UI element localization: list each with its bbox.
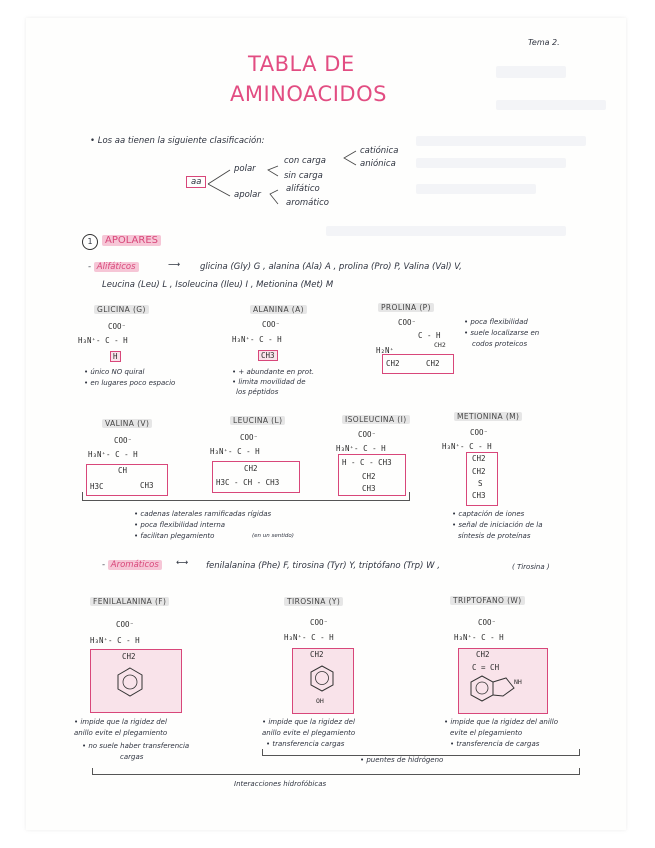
- bleed-through: [326, 226, 566, 236]
- prolina-note: • poca flexibilidad: [464, 318, 528, 326]
- isoleucina-ch3: CH3: [362, 484, 376, 493]
- fenilalanina-note: anillo evite el plegamiento: [74, 729, 168, 737]
- isoleucina-coo: COO⁻: [358, 430, 377, 439]
- interacciones-bracket: [92, 774, 580, 775]
- triptofano-cch: C = CH: [472, 663, 500, 672]
- prolina-coo: COO⁻: [398, 318, 417, 327]
- con-carga-label: con carga: [284, 156, 326, 166]
- tirosina-name: TIROSINA (Y): [284, 597, 343, 606]
- prolina-ch2: CH2: [426, 359, 440, 368]
- alanina-note: • + abundante en prot.: [232, 368, 315, 376]
- triptofano-ch2: CH2: [476, 650, 490, 659]
- valina-h3c: H3C: [90, 482, 104, 491]
- alanina-main: H₃N⁺- C - H: [232, 335, 282, 344]
- metionina-ch3: CH3: [472, 491, 486, 500]
- fenilalanina-note: • impide que la rigidez del: [74, 718, 167, 726]
- prolina-note: codos proteicos: [472, 340, 528, 348]
- leucina-coo: COO⁻: [240, 433, 259, 442]
- glicina-side-chain: H: [110, 351, 121, 362]
- leucina-ch2: CH2: [244, 464, 258, 473]
- tirosina-note: • impide que la rigidez del: [262, 718, 355, 726]
- alanina-side-chain: CH3: [258, 350, 278, 361]
- aromaticos-arrow: ⟷: [176, 558, 189, 568]
- triptofano-note: • transferencia de cargas: [450, 740, 540, 748]
- apolar-label: apolar: [234, 190, 261, 200]
- isoleucina-name: ISOLEUCINA (I): [342, 415, 410, 424]
- classification-brackets: [26, 18, 626, 218]
- alanina-coo: COO⁻: [262, 320, 281, 329]
- interacciones-label: Interacciones hidrofóbicas: [234, 780, 327, 788]
- leucina-name: LEUCINA (L): [230, 416, 285, 425]
- page-title-line1: TABLA DE: [248, 52, 355, 76]
- isoleucina-main: H₃N⁺- C - H: [336, 444, 386, 453]
- prolina-ch: C - H: [418, 331, 441, 340]
- valina-ch3: CH3: [140, 481, 154, 490]
- alifaticos-list-2: Leucina (Leu) L , Isoleucina (Ileu) I , Metionina (Met) M: [102, 280, 334, 290]
- tirosina-ch2: CH2: [310, 650, 324, 659]
- group-bracket: [82, 500, 410, 501]
- puentes-bracket-end: [262, 749, 263, 756]
- notebook-page: [26, 18, 626, 830]
- metionina-ch2: CH2: [472, 467, 486, 476]
- prolina-ch2: CH2: [386, 359, 400, 368]
- intro-text: • Los aa tienen la siguiente clasificación:: [90, 136, 265, 146]
- triptofano-note: • impide que la rigidez del anillo: [444, 718, 558, 726]
- triptofano-nh: NH: [514, 678, 522, 686]
- valina-coo: COO⁻: [114, 436, 133, 445]
- metionina-coo: COO⁻: [470, 428, 489, 437]
- alifaticos-list-1: glicina (Gly) G , alanina (Ala) A , prolina (Pro) P, Valina (Val) V,: [200, 262, 462, 272]
- leucina-side: H3C - CH - CH3: [216, 478, 280, 487]
- section-title: APOLARES: [102, 235, 161, 246]
- aromaticos-line: - Aromáticos: [102, 560, 162, 570]
- tirosina-coo: COO⁻: [310, 618, 329, 627]
- metionina-main: H₃N⁺- C - H: [442, 442, 492, 451]
- alanina-note: • limita movilidad de: [232, 378, 306, 386]
- glicina-note: • en lugares poco espacio: [84, 379, 176, 387]
- group-bracket-end: [409, 492, 410, 501]
- alifaticos-arrow: ⟶: [168, 260, 181, 270]
- alifaticos-line: - Alifáticos: [88, 262, 139, 272]
- triptofano-note: evite el plegamiento: [450, 729, 523, 737]
- sin-carga-label: sin carga: [284, 171, 323, 181]
- fenilalanina-side-box: [90, 649, 182, 713]
- group-note: • poca flexibilidad interna: [134, 521, 226, 529]
- triptofano-ring-icon: [26, 18, 36, 28]
- aromaticos-extra: ( Tirosina ): [512, 563, 550, 571]
- triptofano-side-box: [458, 648, 548, 714]
- alanina-note: los péptidos: [236, 388, 279, 396]
- triptofano-coo: COO⁻: [478, 618, 497, 627]
- isoleucina-r1: H - C - CH3: [342, 458, 392, 467]
- prolina-h2n: H₂N⁺: [376, 346, 395, 355]
- triptofano-name: TRIPTOFANO (W): [450, 596, 525, 605]
- aromatico-label: aromático: [286, 198, 329, 208]
- metionina-ch2: CH2: [472, 454, 486, 463]
- group-note: • cadenas laterales ramificadas rígidas: [134, 510, 272, 518]
- tirosina-note: • transferencia cargas: [266, 740, 345, 748]
- prolina-note: • suele localizarse en: [464, 329, 540, 337]
- polar-label: polar: [234, 164, 256, 174]
- puentes-bracket-end: [579, 749, 580, 756]
- prolina-ch2: CH2: [434, 341, 446, 349]
- group-bracket-end: [82, 492, 83, 501]
- fenilalanina-note: cargas: [120, 753, 144, 761]
- alifatico-label: alifático: [286, 184, 320, 194]
- metionina-note: • captación de iones: [452, 510, 525, 518]
- metionina-name: METIONINA (M): [454, 412, 522, 421]
- metionina-s: S: [478, 479, 483, 488]
- glicina-name: GLICINA (G): [94, 305, 149, 314]
- fenilalanina-main: H₃N⁺- C - H: [90, 636, 140, 645]
- puentes-label: • puentes de hidrógeno: [360, 756, 444, 764]
- valina-ch: CH: [118, 466, 128, 475]
- tema-label: Tema 2.: [528, 38, 560, 47]
- cationica-label: catiónica: [360, 146, 399, 156]
- metionina-note: • señal de iniciación de la: [452, 521, 543, 529]
- page-title-line2: AMINOACIDOS: [230, 82, 387, 106]
- glicina-main: H₃N⁺- C - H: [78, 336, 128, 345]
- isoleucina-ch2: CH2: [362, 472, 376, 481]
- fenilalanina-ch2: CH2: [122, 652, 136, 661]
- glicina-coo: COO⁻: [108, 322, 127, 331]
- tirosina-main: H₃N⁺- C - H: [284, 633, 334, 642]
- group-note: • facilitan plegamiento: [134, 532, 215, 540]
- leucina-main: H₃N⁺- C - H: [210, 447, 260, 456]
- aa-root-box: aa: [186, 176, 206, 188]
- tirosina-oh: OH: [316, 697, 324, 705]
- interacciones-bracket-end: [92, 768, 93, 775]
- metionina-note: síntesis de proteínas: [458, 532, 531, 540]
- glicina-note: • único NO quiral: [84, 368, 145, 376]
- fenilalanina-name: FENILALANINA (F): [90, 597, 169, 606]
- alanina-name: ALANINA (A): [250, 305, 307, 314]
- valina-name: VALINA (V): [102, 419, 152, 428]
- fenilalanina-note: • no suele haber transferencia: [82, 742, 190, 750]
- prolina-name: PROLINA (P): [378, 303, 434, 312]
- section-number: 1: [82, 234, 98, 250]
- interacciones-bracket-end: [579, 768, 580, 775]
- triptofano-main: H₃N⁺- C - H: [454, 633, 504, 642]
- fenilalanina-coo: COO⁻: [116, 620, 135, 629]
- aromaticos-list: fenilalanina (Phe) F, tirosina (Tyr) Y, triptófano (Trp) W ,: [206, 561, 440, 571]
- valina-main: H₃N⁺- C - H: [88, 450, 138, 459]
- group-note-aside: (en un sentido): [252, 533, 294, 539]
- anionica-label: aniónica: [360, 159, 396, 169]
- tirosina-note: anillo evite el plegamiento: [262, 729, 356, 737]
